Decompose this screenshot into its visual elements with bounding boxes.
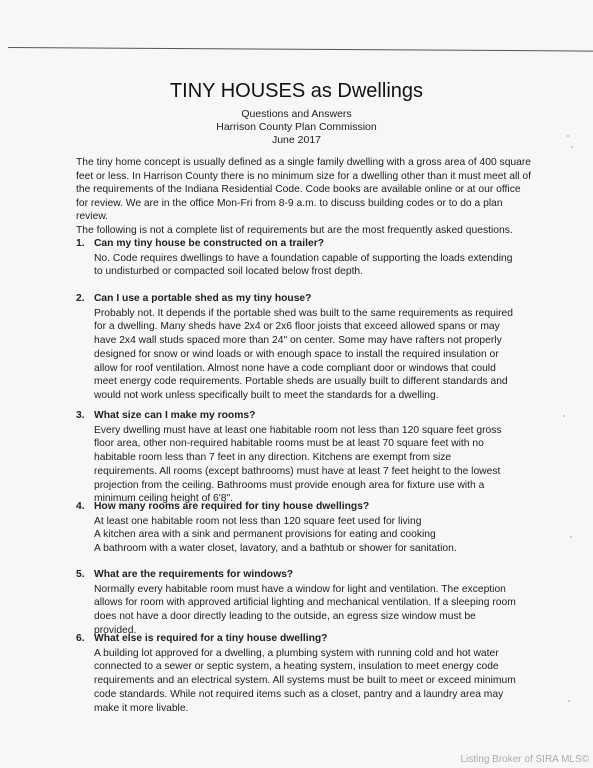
document-organization: Harrison County Plan Commission xyxy=(216,121,377,133)
scan-speck xyxy=(571,146,573,148)
scan-speck xyxy=(570,536,572,538)
top-rule-line xyxy=(8,47,593,52)
question-number: 1. xyxy=(76,238,85,249)
document-date: June 2017 xyxy=(271,134,322,146)
question-heading: Can I use a portable shed as my tiny house? xyxy=(94,293,312,304)
question-answer: No. Code requires dwellings to have a foundation capable of supporting the loads extending to undisturbed or compacted soil located below frost depth. xyxy=(94,252,513,278)
question-answer: A building lot approved for a dwelling, a plumbing system with running cold and hot water connected to a sewer or septic system, a heating system, insulation to meet energy code requirements and an electrical system. All systems must be built to meet or exceed minimum code standards. While not required items such as a closet, pantry and a laundry area may make it more livable. xyxy=(94,647,516,714)
question-3 xyxy=(76,409,516,506)
answer-line: A kitchen area with a sink and permanent provisions for eating and cooking xyxy=(94,529,436,541)
question-5 xyxy=(76,568,516,638)
question-answer: Normally every habitable room must have a window for light and ventilation. The exception allows for room with approved artificial lighting and mechanical ventilation. If a sleeping room does not have a door directly leading to the outside, an egress size window must be provided. xyxy=(94,583,516,636)
question-1 xyxy=(76,237,516,279)
question-4 xyxy=(76,500,516,556)
question-answer: Probably not. It depends if the portable shed was built to the same requirements as required for a dwelling. Many sheds have 2x4 or 2x6 floor joists that exceed allowed spans or may have 2x4 wall studs spaced more than 24" on center. Some may have rafters not properly designed for snow or wind loads or with enough space to install the required insulation or allow for roof ventilation. Almost none have a code compliant door or windows that could meet energy code requirements. Portable sheds are usually built to different standards and would not work unless specifically built to meet the standards for a dwelling. xyxy=(94,307,513,401)
scan-speck xyxy=(567,135,569,137)
question-heading: Can my tiny house be constructed on a trailer? xyxy=(94,238,325,249)
document-subtitle: Questions and Answers xyxy=(241,108,352,120)
answer-line: At least one habitable room not less than 120 square feet used for living xyxy=(94,515,422,527)
intro-section xyxy=(62,156,532,238)
question-answer xyxy=(94,515,516,556)
question-2 xyxy=(76,292,516,403)
listing-broker-watermark: Listing Broker of SIRA MLS© xyxy=(460,754,589,765)
question-heading: What size can I make my rooms? xyxy=(94,410,256,421)
question-number: 3. xyxy=(76,410,85,421)
answer-line: A bathroom with a water closet, lavatory, and a bathtub or shower for sanitation. xyxy=(94,543,457,555)
question-6 xyxy=(76,632,516,715)
document-title: TINY HOUSES as Dwellings xyxy=(169,80,424,102)
scan-speck xyxy=(568,700,570,702)
question-answer: Every dwelling must have at least one habitable room not less than 120 square feet gross floor area, other non-required habitable rooms must be at least 70 square feet with no habitable room less than 7 feet in any direction. Kitchens are exempt from size requirements. All rooms (except bathrooms) must have at least 7 feet height to the lowest projection from the ceiling. Bathrooms must provide enough area for fixture use with a minimum ceiling height of 6'8". xyxy=(94,424,502,505)
question-heading: How many rooms are required for tiny house dwellings? xyxy=(94,501,370,512)
question-number: 6. xyxy=(76,633,85,644)
question-number: 5. xyxy=(76,569,85,580)
question-number: 2. xyxy=(76,293,85,304)
scan-speck xyxy=(563,415,565,417)
question-number: 4. xyxy=(76,501,85,512)
question-heading: What else is required for a tiny house dwelling? xyxy=(94,633,328,644)
question-heading: What are the requirements for windows? xyxy=(94,569,294,580)
intro-paragraph: The tiny home concept is usually defined as a single family dwelling with a gross area of 400 square feet or less. In Harrison County there is no minimum size for a dwelling other than it must meet all of the requirements of the Indiana Residential Code. Code books are available online or at our office for review. We are in the office Mon-Fri from 8-9 a.m. to discuss building codes or to do a plan review. xyxy=(76,157,532,223)
intro-note: The following is not a complete list of requirements but are the most frequently asked questions. xyxy=(76,224,513,236)
